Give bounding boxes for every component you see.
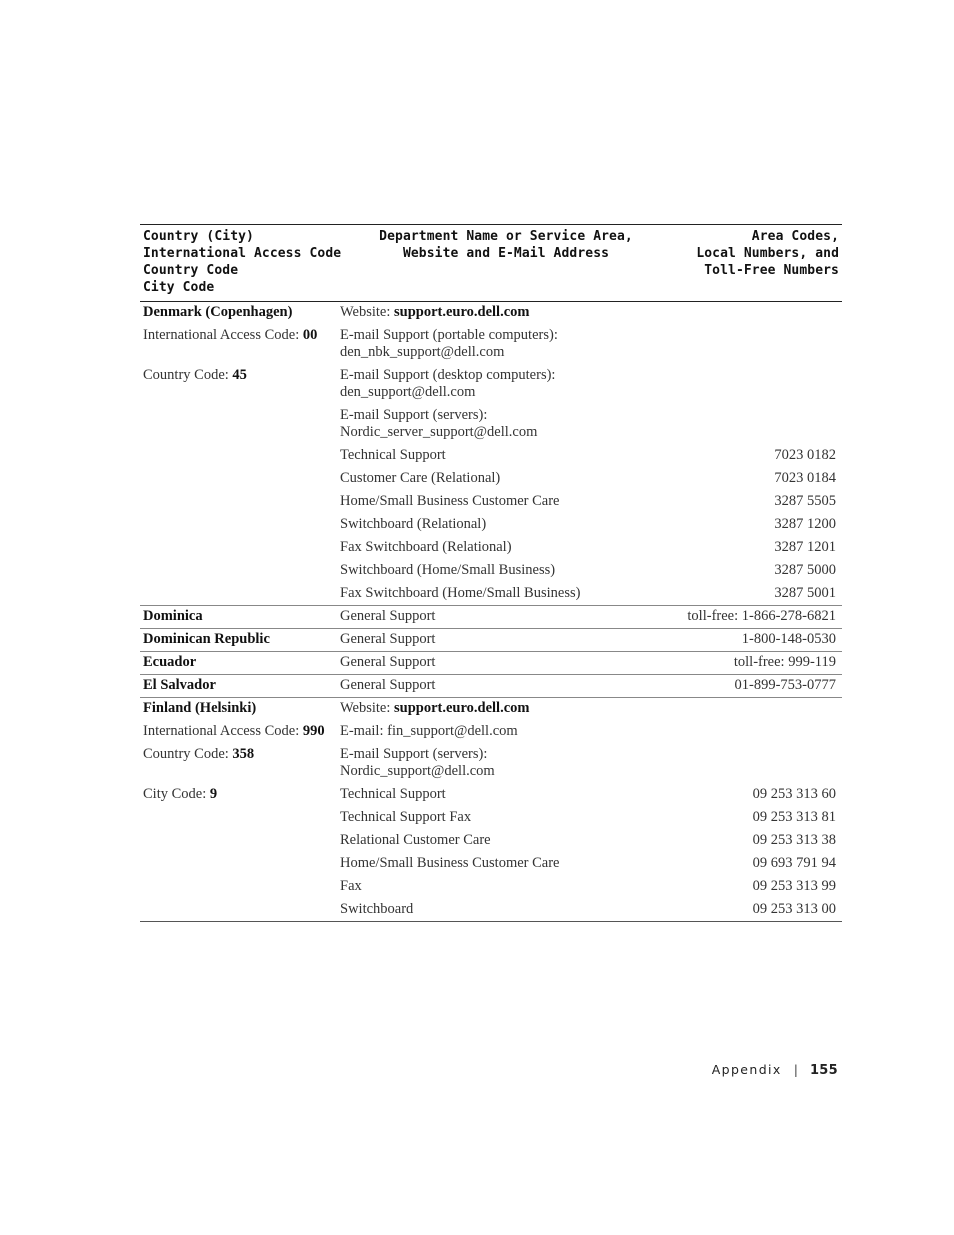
country-cell <box>140 806 336 829</box>
number-cell <box>676 559 842 582</box>
cell-content <box>679 559 836 582</box>
cell-content <box>143 582 333 588</box>
cell-content <box>679 652 836 674</box>
phone-number: 3287 5000 <box>774 562 836 578</box>
header-line: Country (City) <box>143 229 254 244</box>
country-cell <box>140 783 336 806</box>
country-group <box>140 698 842 922</box>
country-group <box>140 629 842 652</box>
table-row <box>140 743 842 783</box>
country-cell <box>140 324 336 364</box>
footer-separator: | <box>793 1062 798 1077</box>
cell-content <box>340 829 673 852</box>
service-name: Fax <box>340 878 362 894</box>
service-cell <box>336 720 676 743</box>
number-cell <box>676 582 842 606</box>
phone-number: 3287 5001 <box>774 585 836 601</box>
cell-content <box>340 875 673 898</box>
cell-content <box>340 302 673 324</box>
service-cell <box>336 743 676 783</box>
number-cell <box>676 720 842 743</box>
service-cell <box>336 606 676 629</box>
cell-content <box>340 698 673 720</box>
cell-content <box>143 490 333 496</box>
phone-number: 3287 5505 <box>774 493 836 509</box>
number-cell <box>676 698 842 721</box>
service-name: Home/Small Business Customer Care <box>340 855 560 871</box>
country-cell <box>140 743 336 783</box>
header-department <box>336 225 676 302</box>
phone-number: 01-899-753-0777 <box>734 677 836 693</box>
table-row <box>140 404 842 444</box>
cell-content <box>143 720 333 743</box>
table-row <box>140 698 842 721</box>
service-name: Technical Support <box>340 786 446 802</box>
cell-content <box>679 302 836 307</box>
service-cell <box>336 875 676 898</box>
country-cell <box>140 629 336 652</box>
header-line: Toll-Free Numbers <box>704 263 839 278</box>
cell-content <box>143 806 333 812</box>
table-row <box>140 490 842 513</box>
cell-content <box>143 467 333 473</box>
service-cell <box>336 898 676 922</box>
country-cell <box>140 302 336 325</box>
phone-number: 7023 0182 <box>774 447 836 463</box>
cell-content <box>340 720 673 743</box>
number-cell <box>676 898 842 922</box>
phone-number: 09 253 313 38 <box>752 832 836 848</box>
cell-content <box>679 783 836 806</box>
service-name: Technical Support Fax <box>340 809 472 825</box>
country-group <box>140 606 842 629</box>
cell-content <box>340 629 673 651</box>
country-cell <box>140 698 336 721</box>
service-name: E-mail: fin_support@dell.com <box>340 723 518 739</box>
code-label: Country Code: <box>143 367 233 383</box>
header-line: International Access Code <box>143 246 342 261</box>
cell-content <box>679 720 836 726</box>
cell-content <box>143 404 333 410</box>
cell-content <box>679 444 836 467</box>
phone-number: 1-800-148-0530 <box>741 631 836 647</box>
footer-section: Appendix <box>711 1062 782 1077</box>
service-cell <box>336 783 676 806</box>
cell-content <box>679 536 836 559</box>
website-label: Website: <box>340 304 394 320</box>
table-row <box>140 513 842 536</box>
number-cell <box>676 444 842 467</box>
cell-content <box>143 675 333 697</box>
number-cell <box>676 364 842 404</box>
service-cell <box>336 629 676 652</box>
code-label: Country Code: <box>143 746 233 762</box>
table-row <box>140 559 842 582</box>
header-numbers <box>676 225 842 302</box>
service-name: Switchboard (Relational) <box>340 516 487 532</box>
cell-content <box>143 513 333 519</box>
country-name: Finland (Helsinki) <box>143 700 257 716</box>
service-cell <box>336 490 676 513</box>
service-cell <box>336 536 676 559</box>
cell-content <box>679 675 836 697</box>
email-address: Nordic_server_support@dell.com <box>340 424 538 440</box>
country-cell <box>140 582 336 606</box>
contact-table-container <box>140 224 842 922</box>
cell-content <box>340 444 673 467</box>
page-footer <box>712 1062 838 1078</box>
phone-number: 7023 0184 <box>774 470 836 486</box>
table-row <box>140 302 842 325</box>
cell-content <box>679 806 836 829</box>
table-row <box>140 783 842 806</box>
service-cell <box>336 324 676 364</box>
table-row <box>140 606 842 629</box>
service-name: Relational Customer Care <box>340 832 491 848</box>
phone-number: toll-free: 999-119 <box>733 654 836 670</box>
service-name: Fax Switchboard (Home/Small Business) <box>340 585 581 601</box>
country-cell <box>140 559 336 582</box>
service-name: General Support <box>340 631 436 647</box>
page-number: 155 <box>809 1063 838 1078</box>
header-line: Area Codes, <box>751 229 839 244</box>
table-row <box>140 898 842 922</box>
cell-content <box>143 875 333 881</box>
cell-content <box>679 898 836 921</box>
dell-contact-table <box>140 224 842 922</box>
header-line: Country Code <box>143 263 239 278</box>
country-cell <box>140 829 336 852</box>
country-cell <box>140 675 336 698</box>
service-cell <box>336 582 676 606</box>
cell-content <box>340 559 673 582</box>
cell-content <box>143 302 333 324</box>
service-cell <box>336 829 676 852</box>
phone-number: 3287 1201 <box>774 539 836 555</box>
phone-number: toll-free: 1-866-278-6821 <box>687 608 836 624</box>
website-url: support.euro.dell.com <box>394 700 530 716</box>
number-cell <box>676 829 842 852</box>
header-line: Local Numbers, and <box>696 246 839 261</box>
email-address: den_support@dell.com <box>340 384 476 400</box>
number-cell <box>676 513 842 536</box>
cell-content <box>143 606 333 628</box>
cell-content <box>340 743 673 783</box>
cell-content <box>679 364 836 370</box>
service-name: Home/Small Business Customer Care <box>340 493 560 509</box>
cell-content <box>340 652 673 674</box>
service-cell <box>336 698 676 721</box>
table-row <box>140 444 842 467</box>
code-label: International Access Code: <box>143 327 303 343</box>
table-row <box>140 806 842 829</box>
number-cell <box>676 302 842 325</box>
service-name: Fax Switchboard (Relational) <box>340 539 512 555</box>
cell-content <box>143 444 333 450</box>
code-value: 990 <box>302 723 325 739</box>
number-cell <box>676 536 842 559</box>
cell-content <box>340 467 673 490</box>
cell-content <box>679 875 836 898</box>
cell-content <box>679 582 836 605</box>
service-name: Technical Support <box>340 447 446 463</box>
cell-content <box>143 364 333 387</box>
cell-content <box>143 783 333 806</box>
table-row <box>140 829 842 852</box>
country-cell <box>140 467 336 490</box>
table-row <box>140 675 842 698</box>
table-row <box>140 852 842 875</box>
cell-content <box>679 829 836 852</box>
cell-content <box>679 490 836 513</box>
email-address: Nordic_support@dell.com <box>340 763 495 779</box>
service-name: General Support <box>340 608 436 624</box>
service-name: Customer Care (Relational) <box>340 470 501 486</box>
cell-content <box>679 606 836 628</box>
header-line: Department Name or Service Area, <box>379 229 633 244</box>
country-name: Dominica <box>143 608 203 624</box>
cell-content <box>679 324 836 330</box>
code-value: 9 <box>209 786 218 802</box>
country-group <box>140 652 842 675</box>
service-cell <box>336 513 676 536</box>
cell-content <box>679 404 836 410</box>
service-cell <box>336 444 676 467</box>
cell-content <box>143 536 333 542</box>
cell-content <box>143 829 333 835</box>
country-group <box>140 302 842 606</box>
table-row <box>140 324 842 364</box>
service-cell <box>336 806 676 829</box>
cell-content <box>340 536 673 559</box>
cell-content <box>143 743 333 766</box>
service-cell <box>336 675 676 698</box>
number-cell <box>676 806 842 829</box>
service-cell <box>336 302 676 325</box>
header-line: Website and E-Mail Address <box>402 246 610 261</box>
cell-content <box>340 783 673 806</box>
cell-content <box>340 513 673 536</box>
code-value: 45 <box>232 367 247 383</box>
cell-content <box>143 898 333 904</box>
table-row <box>140 364 842 404</box>
service-cell <box>336 364 676 404</box>
cell-content <box>679 852 836 875</box>
country-cell <box>140 606 336 629</box>
cell-content <box>143 324 333 347</box>
phone-number: 09 253 313 00 <box>752 901 836 917</box>
country-name: El Salvador <box>143 677 216 693</box>
table-row <box>140 720 842 743</box>
country-cell <box>140 652 336 675</box>
phone-number: 09 253 313 99 <box>752 878 836 894</box>
country-group <box>140 675 842 698</box>
number-cell <box>676 743 842 783</box>
table-header <box>140 225 842 302</box>
service-cell <box>336 404 676 444</box>
country-cell <box>140 536 336 559</box>
country-cell <box>140 404 336 444</box>
country-name: Ecuador <box>143 654 197 670</box>
email-label: E-mail Support (desktop computers): <box>340 367 556 383</box>
code-label: City Code: <box>143 786 210 802</box>
table-row <box>140 467 842 490</box>
cell-content <box>340 675 673 697</box>
country-cell <box>140 720 336 743</box>
email-label: E-mail Support (portable computers): <box>340 327 558 343</box>
number-cell <box>676 652 842 675</box>
cell-content <box>679 698 836 703</box>
country-cell <box>140 513 336 536</box>
number-cell <box>676 852 842 875</box>
number-cell <box>676 324 842 364</box>
phone-number: 09 253 313 81 <box>752 809 836 825</box>
country-name: Dominican Republic <box>143 631 270 647</box>
service-cell <box>336 652 676 675</box>
country-cell <box>140 364 336 404</box>
country-cell <box>140 875 336 898</box>
table-row <box>140 536 842 559</box>
country-cell <box>140 444 336 467</box>
number-cell <box>676 783 842 806</box>
phone-number: 09 253 313 60 <box>752 786 836 802</box>
cell-content <box>143 852 333 858</box>
cell-content <box>143 629 333 651</box>
number-cell <box>676 629 842 652</box>
phone-number: 09 693 791 94 <box>752 855 836 871</box>
country-cell <box>140 490 336 513</box>
cell-content <box>340 852 673 875</box>
cell-content <box>340 490 673 513</box>
service-name: General Support <box>340 654 436 670</box>
cell-content <box>340 364 673 404</box>
number-cell <box>676 467 842 490</box>
cell-content <box>340 404 673 444</box>
service-name: Switchboard (Home/Small Business) <box>340 562 556 578</box>
number-cell <box>676 490 842 513</box>
code-value: 00 <box>302 327 318 343</box>
email-address: den_nbk_support@dell.com <box>340 344 505 360</box>
website-url: support.euro.dell.com <box>394 304 530 320</box>
cell-content <box>679 467 836 490</box>
code-value: 358 <box>232 746 255 762</box>
number-cell <box>676 404 842 444</box>
cell-content <box>679 743 836 749</box>
country-cell <box>140 898 336 922</box>
service-name: General Support <box>340 677 436 693</box>
cell-content <box>143 559 333 565</box>
number-cell <box>676 675 842 698</box>
country-name: Denmark (Copenhagen) <box>143 304 293 320</box>
code-label: International Access Code: <box>143 723 303 739</box>
email-label: E-mail Support (servers): <box>340 746 488 762</box>
service-cell <box>336 852 676 875</box>
header-country <box>140 225 342 302</box>
service-cell <box>336 559 676 582</box>
number-cell <box>676 875 842 898</box>
cell-content <box>340 582 673 605</box>
header-row <box>140 225 842 302</box>
number-cell <box>676 606 842 629</box>
cell-content <box>143 652 333 674</box>
cell-content <box>679 513 836 536</box>
cell-content <box>340 898 673 921</box>
header-line: City Code <box>143 280 215 295</box>
cell-content <box>340 806 673 829</box>
country-cell <box>140 852 336 875</box>
service-name: Switchboard <box>340 901 414 917</box>
cell-content <box>340 606 673 628</box>
table-row <box>140 582 842 606</box>
table-row <box>140 629 842 652</box>
cell-content <box>679 629 836 651</box>
cell-content <box>143 698 333 720</box>
table-row <box>140 875 842 898</box>
phone-number: 3287 1200 <box>774 516 836 532</box>
email-label: E-mail Support (servers): <box>340 407 488 423</box>
table-row <box>140 652 842 675</box>
service-cell <box>336 467 676 490</box>
website-label: Website: <box>340 700 394 716</box>
cell-content <box>340 324 673 364</box>
